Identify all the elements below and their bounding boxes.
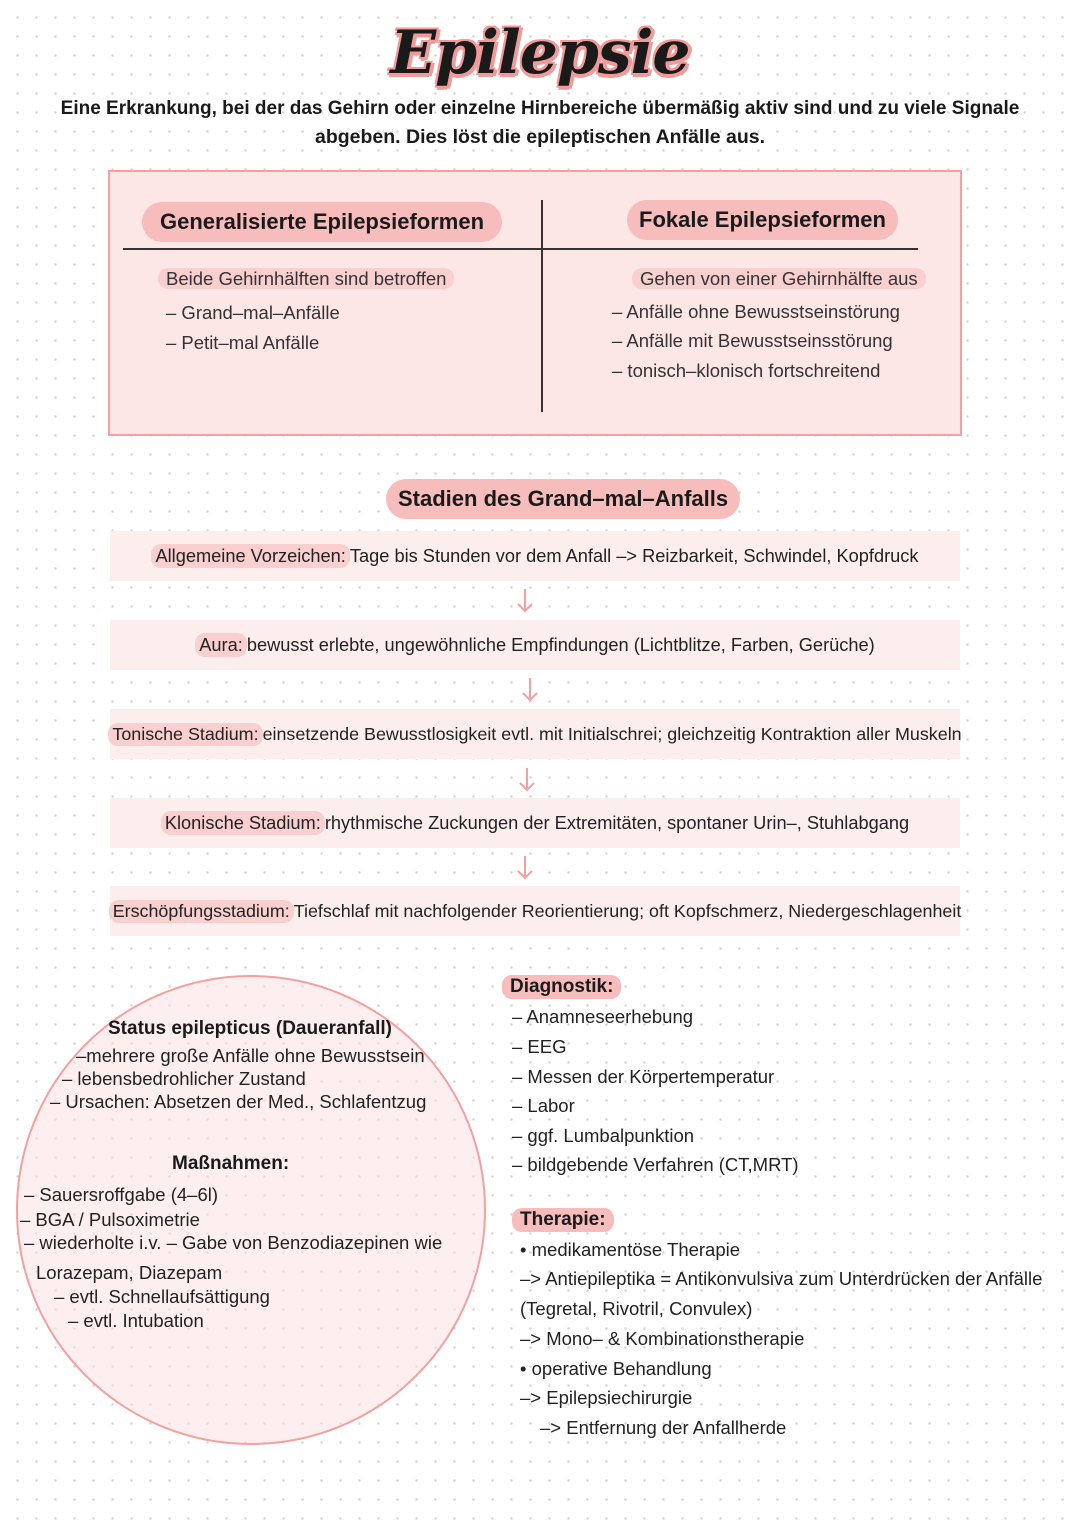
status-item: – Ursachen: Absetzen der Med., Schlafentzug xyxy=(50,1091,427,1112)
status-item: –mehrere große Anfälle ohne Bewusstsein xyxy=(76,1045,425,1066)
therapy-item: –> Mono– & Kombinationstherapie xyxy=(520,1328,805,1349)
diagnostic-item: – ggf. Lumbalpunktion xyxy=(512,1125,695,1146)
down-arrow-icon xyxy=(515,854,535,882)
stage-row xyxy=(110,709,960,759)
generalized-subheading xyxy=(158,268,454,290)
focal-heading: Fokale Epilepsieformen xyxy=(627,200,898,240)
stage-label: Klonische Stadium: xyxy=(161,811,325,835)
measure-item: – BGA / Pulsoximetrie xyxy=(20,1209,200,1230)
stage-row xyxy=(110,620,960,670)
stage-label: Allgemeine Vorzeichen: xyxy=(151,544,349,568)
stage-row xyxy=(110,798,960,848)
focal-item: – Anfälle ohne Bewusstseinstörung xyxy=(612,301,900,322)
therapy-item: –> Antiepileptika = Antikonvulsiva zum Unterdrücken der Anfälle xyxy=(520,1268,1043,1289)
focal-item: – Anfälle mit Bewusstseinsstörung xyxy=(612,330,893,351)
stages-heading: Stadien des Grand–mal–Anfalls xyxy=(386,479,740,519)
measures-heading: Maßnahmen: xyxy=(172,1153,290,1174)
diagnostic-item: – Messen der Körpertemperatur xyxy=(512,1066,775,1087)
measure-item: – evtl. Intubation xyxy=(68,1310,204,1331)
diagnostics-heading: Diagnostik: xyxy=(502,975,621,999)
measure-item: – wiederholte i.v. – Gabe von Benzodiazepinen wie xyxy=(24,1232,443,1253)
diagnostic-item: – bildgebende Verfahren (CT,MRT) xyxy=(512,1154,799,1175)
stage-row xyxy=(110,531,960,581)
focal-subheading xyxy=(632,268,926,290)
down-arrow-icon xyxy=(520,676,540,704)
therapy-item: • medikamentöse Therapie xyxy=(520,1239,741,1260)
stage-row xyxy=(110,886,960,936)
down-arrow-icon xyxy=(515,587,535,615)
stage-text: rhythmische Zuckungen der Extremitäten, spontaner Urin–, Stuhlabgang xyxy=(324,812,910,833)
measure-item: Lorazepam, Diazepam xyxy=(36,1262,223,1283)
diagnostic-item: – Labor xyxy=(512,1095,575,1116)
diagnostic-item: – Anamneseerhebung xyxy=(512,1006,694,1027)
generalized-subheading-text: Beide Gehirnhälften sind betroffen xyxy=(158,268,454,289)
types-divider-horizontal xyxy=(123,248,918,250)
stage-text: bewusst erlebte, ungewöhnliche Empfindungen (Lichtblitze, Farben, Gerüche) xyxy=(246,634,875,655)
focal-item: – tonisch–klonisch fortschreitend xyxy=(612,360,881,381)
stage-label: Aura: xyxy=(195,633,247,657)
stage-text: einsetzende Bewusstlosigkeit evtl. mit Initialschrei; gleichzeitig Kontraktion aller Muskeln xyxy=(262,723,962,744)
therapy-item: –> Epilepsiechirurgie xyxy=(520,1387,693,1408)
stage-text: Tiefschlaf mit nachfolgender Reorientierung; oft Kopfschmerz, Niedergeschlagenheit xyxy=(293,900,962,921)
stage-label: Tonische Stadium: xyxy=(108,723,262,746)
down-arrow-icon xyxy=(517,766,537,794)
therapy-item: (Tegretal, Rivotril, Convulex) xyxy=(520,1298,753,1319)
focal-subheading-text: Gehen von einer Gehirnhälfte aus xyxy=(632,268,926,289)
stage-label: Erschöpfungsstadium: xyxy=(109,900,294,923)
therapy-heading: Therapie: xyxy=(512,1208,614,1232)
intro-line-2: abgeben. Dies löst die epileptischen Anfälle aus. xyxy=(314,126,766,148)
generalized-item: – Grand–mal–Anfälle xyxy=(166,302,340,323)
diagnostic-item: – EEG xyxy=(512,1036,567,1057)
generalized-item: – Petit–mal Anfälle xyxy=(166,332,320,353)
therapy-item: • operative Behandlung xyxy=(520,1358,712,1379)
page-title: Epilepsie xyxy=(390,18,690,88)
status-heading: Status epilepticus (Daueranfall) xyxy=(108,1018,393,1039)
types-divider-vertical xyxy=(541,200,543,412)
intro-line-1: Eine Erkrankung, bei der das Gehirn oder einzelne Hirnbereiche übermäßig aktiv sind und zu viele Signale xyxy=(60,98,1020,119)
intro-text xyxy=(60,94,1020,152)
measure-item: – evtl. Schnellaufsättigung xyxy=(54,1286,270,1307)
therapy-item: –> Entfernung der Anfallherde xyxy=(540,1417,787,1438)
generalized-heading: Generalisierte Epilepsieformen xyxy=(142,202,502,242)
measure-item: – Sauersroffgabe (4–6l) xyxy=(24,1184,219,1205)
status-item: – lebensbedrohlicher Zustand xyxy=(62,1068,306,1089)
stage-text: Tage bis Stunden vor dem Anfall –> Reizbarkeit, Schwindel, Kopfdruck xyxy=(349,545,919,566)
